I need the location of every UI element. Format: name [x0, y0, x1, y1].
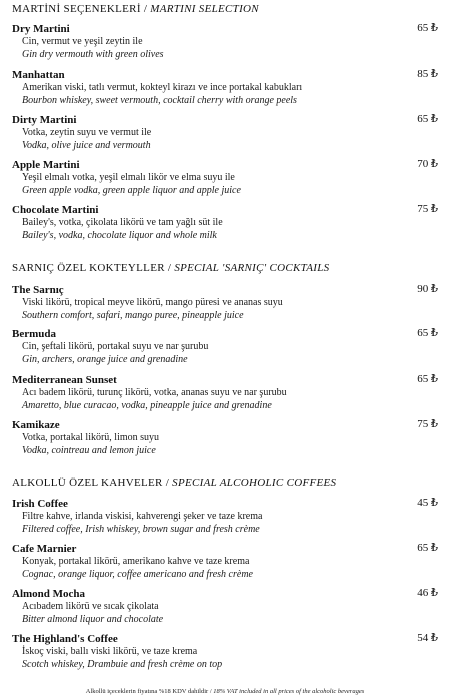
section-martini	[12, 2, 438, 16]
item-description-tr: Cin, şeftali likörü, portakal suyu ve nar şurubu	[22, 341, 209, 352]
menu-item	[12, 541, 438, 581]
item-price: 65 ₺	[417, 113, 438, 125]
item-price: 85 ₺	[417, 68, 438, 80]
item-description-tr: Cin, vermut ve yeşil zeytin ile	[22, 36, 143, 47]
item-description-tr: Yeşil elmalı votka, yeşil elmalı likör ve elma suyu ile	[22, 172, 235, 183]
item-name: Dirty Martini	[12, 114, 77, 126]
item-description-en: Gin, archers, orange juice and grenadine	[22, 354, 188, 365]
item-description-tr: Bailey's, votka, çikolata likörü ve tam yağlı süt ile	[22, 217, 223, 228]
section-title: ALKOLLÜ ÖZEL KAHVELER / SPECIAL ALCOHOLIC COFFEES	[12, 477, 337, 489]
menu-item	[12, 417, 438, 457]
item-price: 45 ₺	[417, 497, 438, 509]
item-price: 75 ₺	[417, 203, 438, 215]
menu-item	[12, 586, 438, 626]
vat-footnote: Alkollü içeceklerin fiyatına %18 KDV dahildir / 18% VAT included in all prices of the alcoholic beverages	[85, 688, 365, 695]
item-name: Irish Coffee	[12, 498, 68, 510]
menu-item	[12, 67, 438, 107]
menu-item	[12, 112, 438, 152]
item-description-en: Green apple vodka, green apple liquor and apple juice	[22, 185, 241, 196]
item-name: Kamikaze	[12, 419, 60, 431]
menu-item	[12, 496, 438, 536]
item-description-tr: Konyak, portakal likörü, amerikano kahve ve taze krema	[22, 556, 250, 567]
item-description-en: Vodka, cointreau and lemon juice	[22, 445, 156, 456]
section-special-cocktails	[12, 261, 438, 275]
item-description-en: Gin dry vermouth with green olives	[22, 49, 164, 60]
item-name: Mediterranean Sunset	[12, 374, 117, 386]
item-description-en: Cognac, orange liquor, coffee americano and fresh crème	[22, 569, 253, 580]
item-name: Apple Martini	[12, 159, 80, 171]
menu-item	[12, 326, 438, 366]
menu-item	[12, 282, 438, 322]
item-description-en: Vodka, olive juice and vermouth	[22, 140, 151, 151]
menu-item	[12, 21, 438, 61]
item-description-en: Bourbon whiskey, sweet vermouth, cocktail cherry with orange peels	[22, 95, 297, 106]
item-description-en: Bailey's, vodka, chocolate liquor and whole milk	[22, 230, 217, 241]
item-price: 65 ₺	[417, 327, 438, 339]
item-description-en: Southern comfort, safari, mango puree, pineapple juice	[22, 310, 244, 321]
item-description-tr: Amerikan viski, tatlı vermut, kokteyl kirazı ve ince portakal kabukları	[22, 82, 303, 93]
item-price: 65 ₺	[417, 373, 438, 385]
item-description-en: Amaretto, blue curacao, vodka, pineapple juice and grenadine	[22, 400, 272, 411]
item-name: Chocolate Martini	[12, 204, 99, 216]
item-price: 75 ₺	[417, 418, 438, 430]
item-name: Dry Martini	[12, 23, 70, 35]
menu-item	[12, 157, 438, 197]
item-description-tr: Viski likörü, tropical meyve likörü, mango püresi ve ananas suyu	[22, 297, 283, 308]
item-name: Cafe Marnier	[12, 543, 77, 555]
section-alcoholic-coffees	[12, 476, 438, 490]
item-price: 65 ₺	[417, 22, 438, 34]
item-description-tr: İskoç viski, ballı viski likörü, ve taze krema	[22, 646, 198, 657]
menu-item	[12, 202, 438, 242]
item-description-en: Scotch whiskey, Drambuie and fresh crème on top	[22, 659, 223, 670]
menu-item	[12, 372, 438, 412]
item-description-tr: Acıbadem likörü ve sıcak çikolata	[22, 601, 159, 612]
item-name: The Sarnıç	[12, 284, 64, 296]
item-price: 46 ₺	[417, 587, 438, 599]
item-price: 70 ₺	[417, 158, 438, 170]
item-name: Almond Mocha	[12, 588, 86, 600]
item-description-tr: Acı badem likörü, turunç likörü, votka, ananas suyu ve nar şurubu	[22, 387, 287, 398]
item-description-tr: Votka, zeytin suyu ve vermut ile	[22, 127, 152, 138]
item-name: Manhattan	[12, 69, 65, 81]
item-description-en: Filtered coffee, Irish whiskey, brown sugar and fresh crème	[22, 524, 260, 535]
item-description-en: Bitter almond liquor and chocolate	[22, 614, 164, 625]
item-name: Bermuda	[12, 328, 56, 340]
item-price: 54 ₺	[417, 632, 438, 644]
item-price: 65 ₺	[417, 542, 438, 554]
section-title: MARTİNİ SEÇENEKLERİ / MARTINI SELECTION	[12, 3, 259, 15]
menu-item	[12, 631, 438, 671]
item-price: 90 ₺	[417, 283, 438, 295]
item-description-tr: Votka, portakal likörü, limon suyu	[22, 432, 160, 443]
section-title: SARNIÇ ÖZEL KOKTEYLLER / SPECIAL 'SARNIÇ' COCKTAILS	[12, 262, 330, 274]
item-name: The Highland's Coffee	[12, 633, 118, 645]
item-description-tr: Filtre kahve, irlanda viskisi, kahverengi şeker ve taze krema	[22, 511, 263, 522]
